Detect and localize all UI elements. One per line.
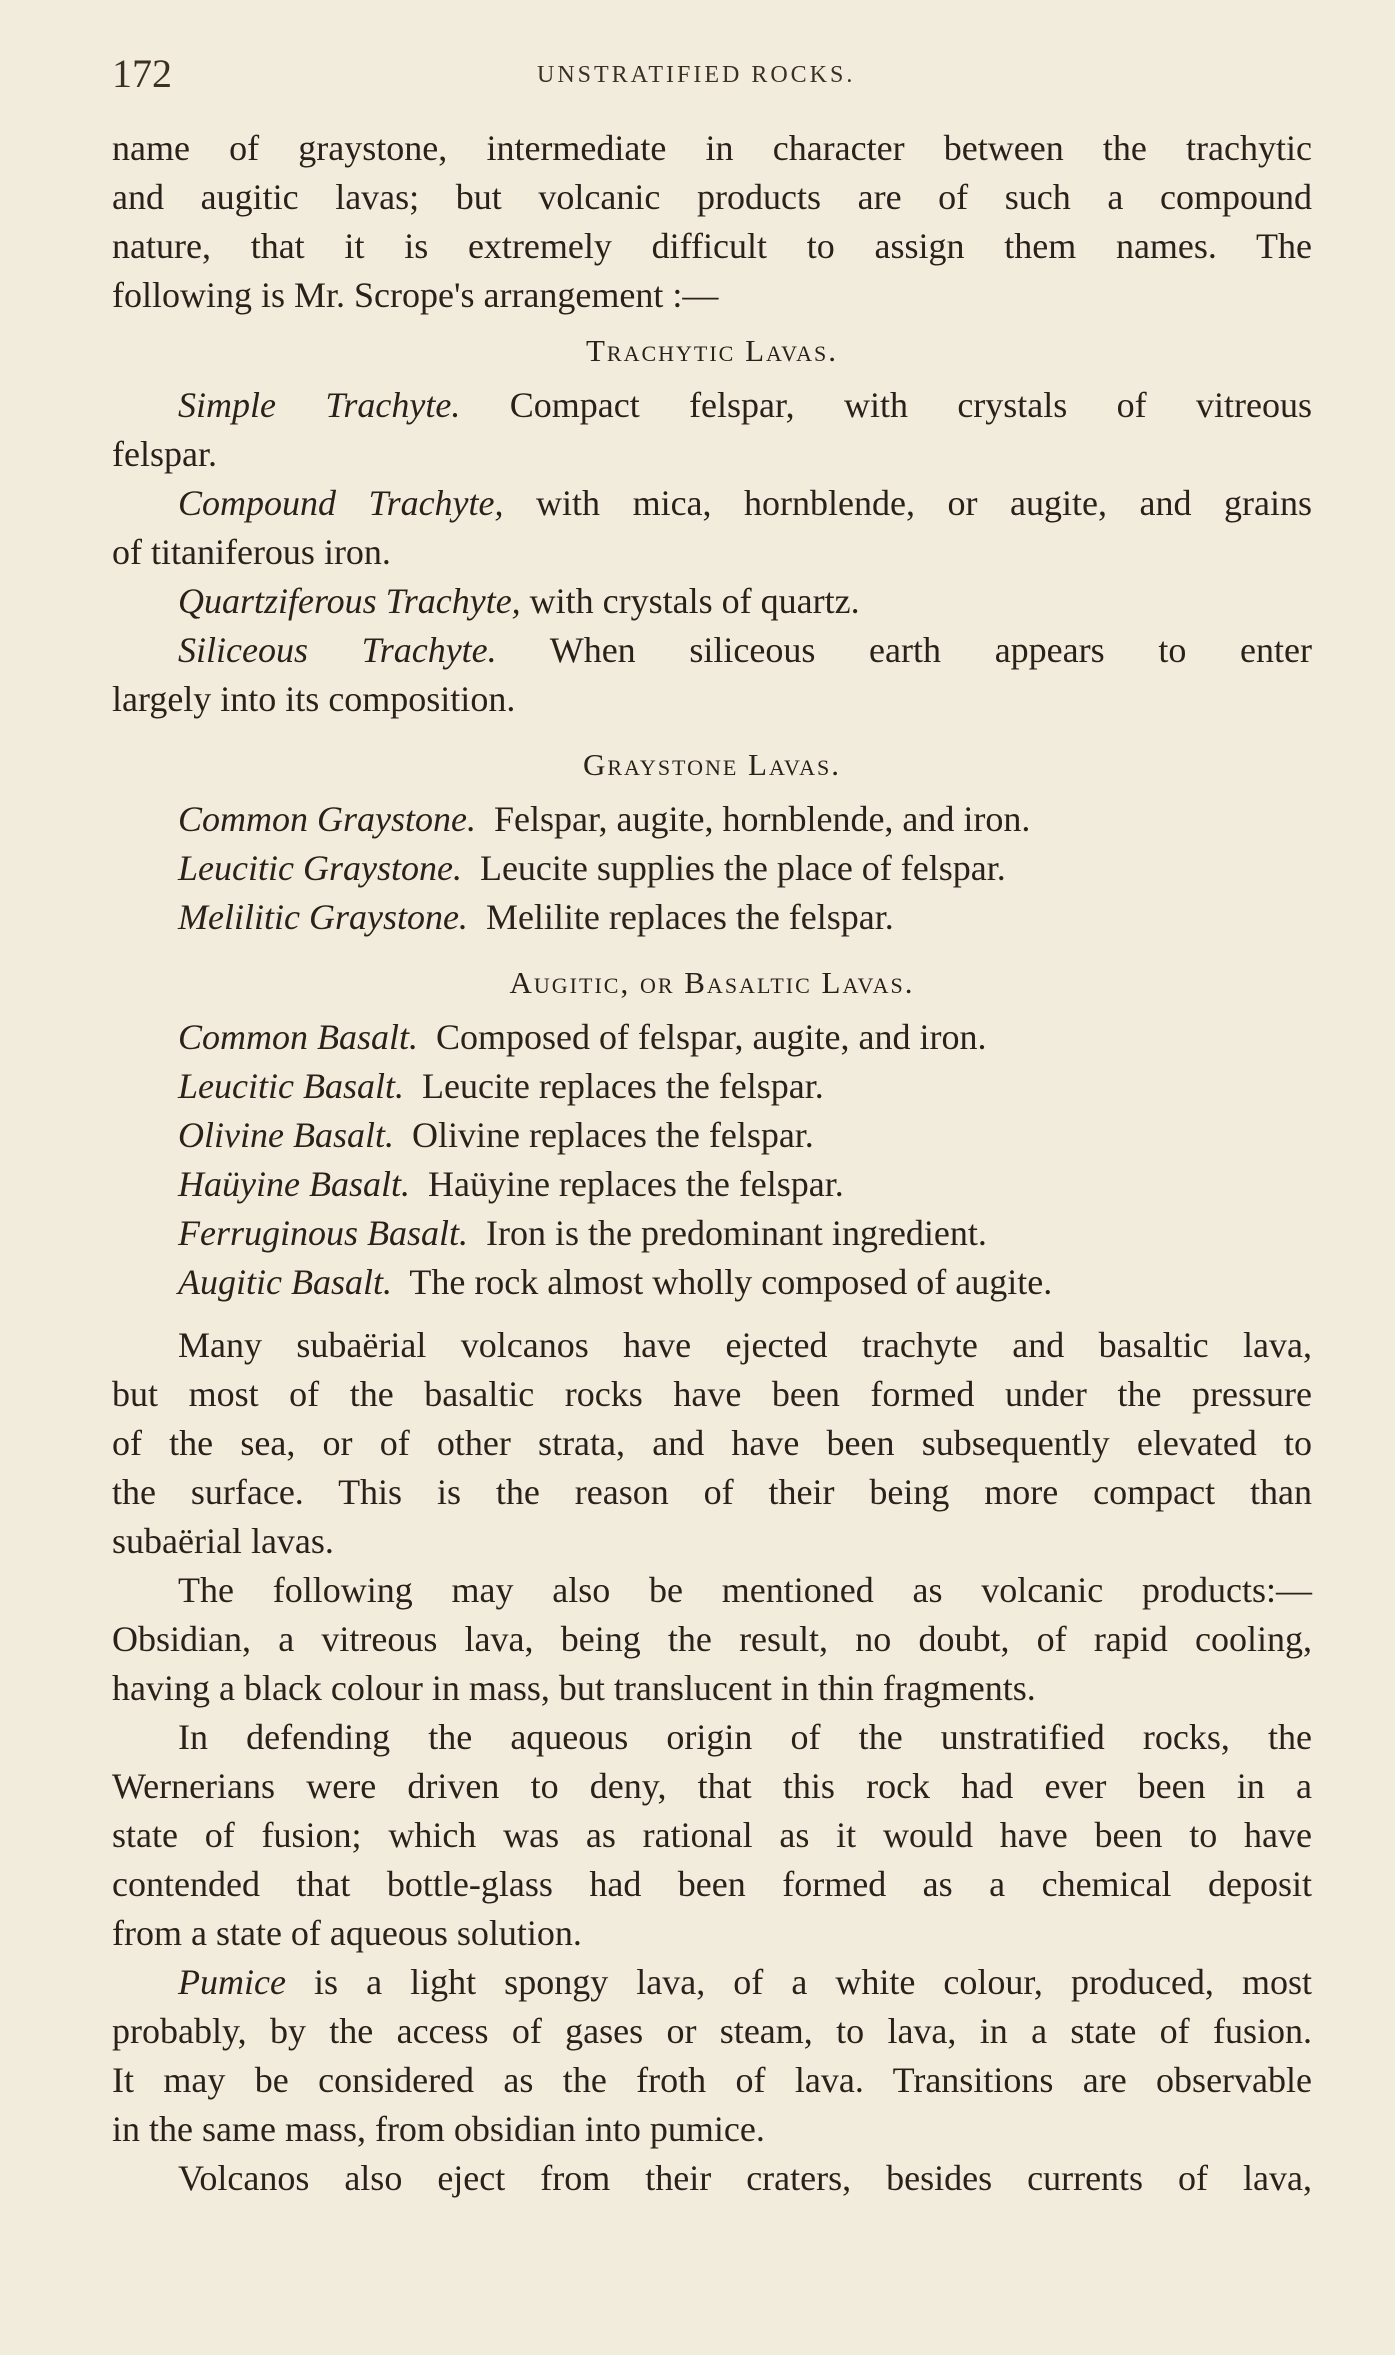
list-item [112,1013,1312,1062]
trachytic-lavas-heading: Trachytic Lavas. [585,333,839,368]
rock-name: Leucitic Graystone. [178,848,462,888]
rock-name: Common Graystone. [178,799,476,839]
list-item [112,1258,1312,1307]
text-line: nature, that it is extremely difficult to assign them names. The [112,226,1312,266]
text-line: of the sea, or of other strata, and have been subsequently elevated to [112,1423,1312,1463]
text-line: felspar. [112,434,217,474]
text-line: Obsidian, a vitreous lava, being the result, no doubt, of rapid cooling, [112,1619,1312,1659]
page-header [112,50,1312,100]
text-line: In defending the aqueous origin of the unstratified rocks, the [178,1717,1312,1757]
trachytic-list [112,381,1312,724]
text-line: probably, by the access of gases or steam, to lava, in a state of fusion. [112,2011,1312,2051]
text-line: largely into its composition. [112,679,516,719]
graystone-lavas-heading: Graystone Lavas. [583,747,841,782]
list-item [112,1160,1312,1209]
rock-name: Haüyine Basalt. [178,1164,410,1204]
paragraph-wernerians [112,1713,1312,1958]
rock-description: Compact felspar, with crystals of vitreous [509,385,1312,425]
rock-name: Ferruginous Basalt. [178,1213,469,1253]
rock-name: Simple Trachyte. [178,385,461,425]
text-line: of titaniferous iron. [112,532,391,572]
list-item [112,1062,1312,1111]
text-line: name of graystone, intermediate in character between the trachytic [112,128,1312,168]
rock-name: Olivine Basalt. [178,1115,394,1155]
text-line: the surface. This is the reason of their being more compact than [112,1472,1312,1512]
paragraph-pumice [112,1958,1312,2154]
rock-description: with crystals of quartz. [529,581,860,621]
page-number: 172 [112,51,172,96]
rock-name: Quartziferous Trachyte, [178,581,521,621]
text-line: subaërial lavas. [112,1521,334,1561]
rock-description: Leucite supplies the place of felspar. [479,848,1006,888]
rock-name: Leucitic Basalt. [178,1066,404,1106]
text-line: and augitic lavas; but volcanic products are of such a compound [112,177,1312,217]
list-item [112,1111,1312,1160]
text-line: following is Mr. Scrope's arrangement :— [112,275,719,315]
rock-description: Felspar, augite, hornblende, and iron. [493,799,1031,839]
rock-description: Melilite replaces the felspar. [485,897,894,937]
list-item [112,381,1312,430]
text-line: Many subaërial volcanos have ejected trachyte and basaltic lava, [178,1325,1312,1365]
running-head: UNSTRATIFIED ROCKS. [537,62,856,88]
rock-name: Melilitic Graystone. [178,897,468,937]
text-line: but most of the basaltic rocks have been formed under the pressure [112,1374,1312,1414]
text-line: state of fusion; which was as rational as it would have been to have [112,1815,1312,1855]
list-item [112,479,1312,528]
text-line: contended that bottle-glass had been formed as a chemical deposit [112,1864,1312,1904]
rock-description: Leucite replaces the felspar. [421,1066,824,1106]
text-line: It may be considered as the froth of lava. Transitions are observable [112,2060,1312,2100]
paragraph-subaerial [112,1321,1312,1566]
list-item [112,844,1312,893]
paragraph-obsidian [112,1566,1312,1713]
rock-description: Iron is the predominant ingredient. [486,1213,987,1253]
rock-name: Common Basalt. [178,1017,419,1057]
basaltic-list [112,1013,1312,1307]
list-item [112,577,1312,626]
list-item [112,1209,1312,1258]
intro-paragraph [112,124,1312,320]
rock-name: Compound Trachyte, [178,483,504,523]
list-item [112,795,1312,844]
rock-name: Siliceous Trachyte. [178,630,497,670]
text-line: having a black colour in mass, but translucent in thin fragments. [112,1668,1036,1708]
body-text [112,124,1312,2203]
rock-name: Augitic Basalt. [178,1262,392,1302]
text-line: from a state of aqueous solution. [112,1913,582,1953]
text-line [112,1958,1312,2007]
rock-description: Haüyine replaces the felspar. [427,1164,844,1204]
basaltic-lavas-heading: Augitic, or Basaltic Lavas. [509,965,915,1000]
rock-description: When siliceous earth appears to enter [549,630,1312,670]
text-line: The following may also be mentioned as volcanic products:— [178,1570,1312,1610]
graystone-list [112,795,1312,942]
pumice-term: Pumice [178,1962,286,2002]
rock-description: with mica, hornblende, or augite, and grains [536,483,1312,523]
rock-description: Olivine replaces the felspar. [411,1115,814,1155]
list-item [112,893,1312,942]
paragraph-volcanos [112,2154,1312,2203]
text-line: in the same mass, from obsidian into pumice. [112,2109,765,2149]
text-fragment: is a light spongy lava, of a white colour, produced, most [314,1962,1312,2002]
rock-description: The rock almost wholly composed of augite. [409,1262,1053,1302]
rock-description: Composed of felspar, augite, and iron. [436,1017,987,1057]
list-item [112,626,1312,675]
text-line: Wernerians were driven to deny, that this rock had ever been in a [112,1766,1312,1806]
text-line: Volcanos also eject from their craters, besides currents of lava, [178,2158,1312,2198]
